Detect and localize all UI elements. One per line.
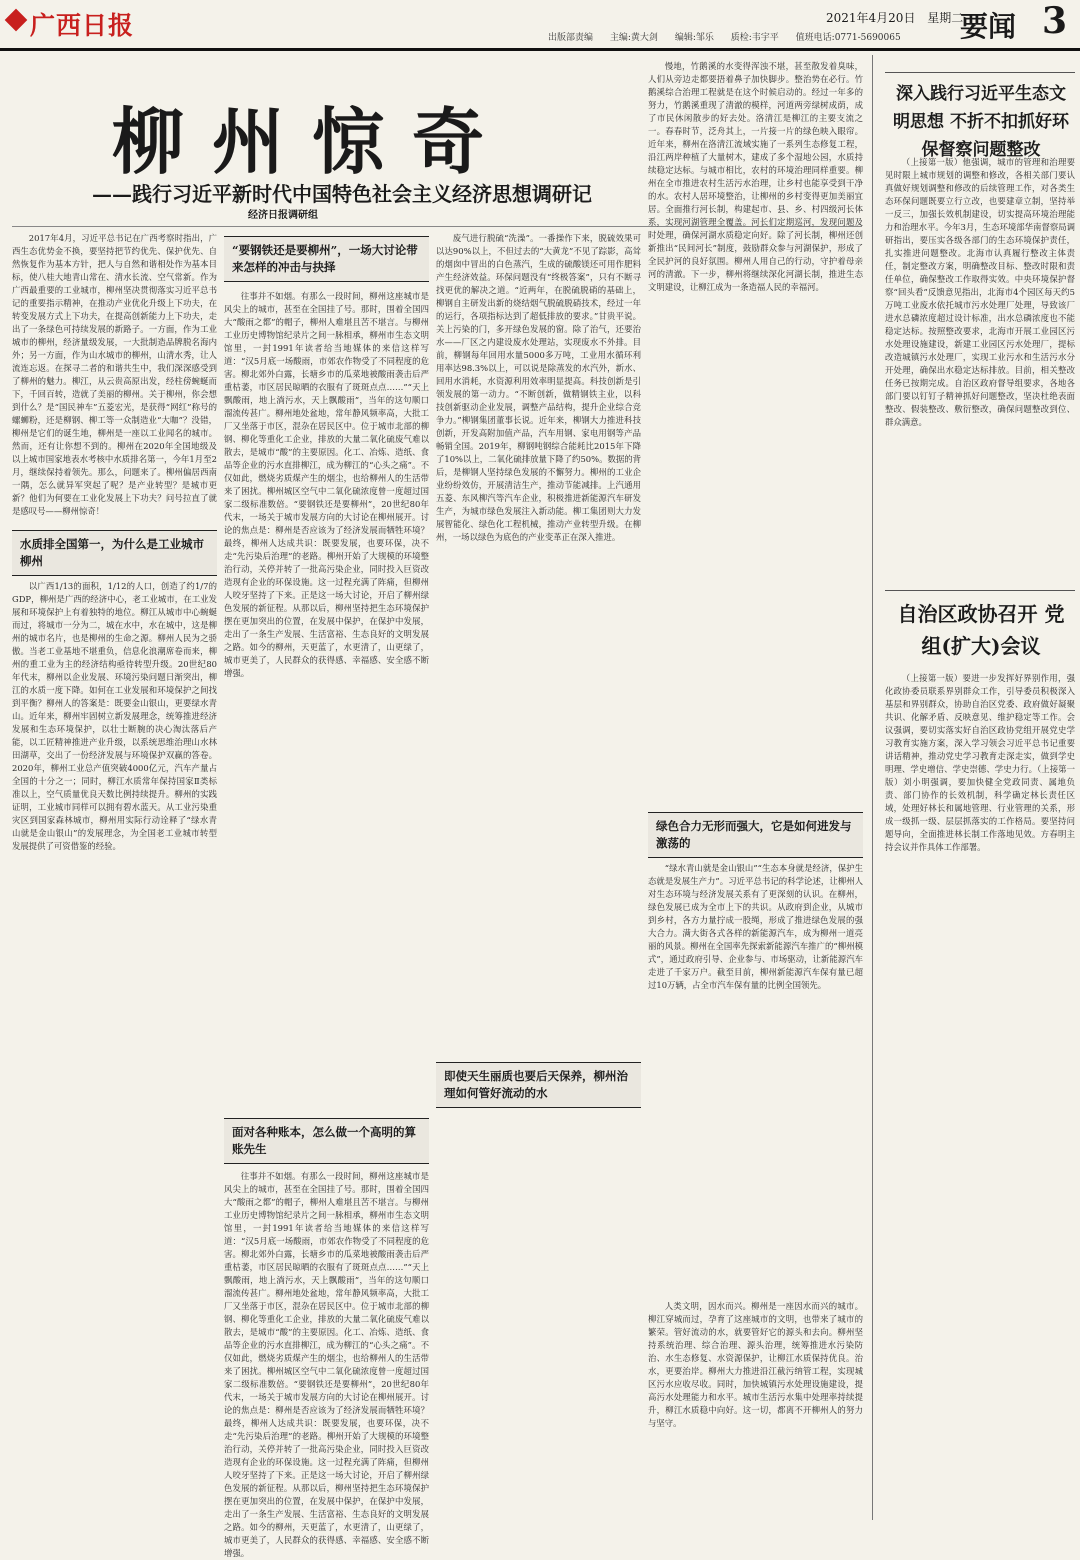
newspaper-logo: 广西日报 [30,11,135,40]
article-subhead: 绿色合力无形而强大，它是如何进发与激荡的 [648,812,863,858]
article-paragraph: 人类文明，因水而兴。柳州是一座因水而兴的城市。柳江穿城而过，孕育了这座城市的文明，也带来了城市的繁荣。管好流动的水，就要管好它的源头和去向。柳州坚持系统治理、综合治理、源头治理，统筹推进水污染防治、水生态修复、水资源保护，让柳江水质保持优良。治水，更要治岸。柳州大力推进沿江截污纳管工程，实现城区污水应收尽收。同时，加快城镇污水处理设施建设，提高污水处理能力和水平。城市生活污水集中处理率持续提升，柳江水质稳中向好。这一切，都离不开柳州人的努力与坚守。 [648,1301,863,1428]
info-item: 质检:韦宇平 [730,33,779,43]
sidebar-rule [885,72,1075,73]
article-column [436,232,641,1515]
article-column [12,580,217,1515]
article-column [648,60,863,805]
info-item: 值班电话:0771-5690065 [795,33,901,43]
article-paragraph: 以广西1/13的面积，1/12的人口，创造了约1/7的GDP，柳州是广西的经济中心，老工业城市，在工业发展和环境保护上有着独特的地位。柳江从城市中心蜿蜒而过，将城市一分为二，城在水中，水在城中，这是柳州的城市名片，也是柳州的生命之源。柳州人民为之骄傲。当老工业基地不堪重负，信息化浪潮席卷而来，柳州的重工业为主的经济结构亟待转型升级。20世纪80年代末，柳州以企业发展、环境污染问题日渐突出，柳江的水质一度下降。如何在工业发展和环境保护之间找到平衡？柳州人的答案是：既要金山银山，更要绿水青山。近年来，柳州牢固树立新发展理念，统筹推进经济发展和生态环境保护，以壮士断腕的决心淘汰落后产能，以工匠精神推进产业升级，以系统思维治理山水林田湖草，交出了一份经济发展与环境保护双赢的答卷。2020年，柳州工业总产值突破4000亿元，汽车产量占全国的十分之一；同时，柳江水质常年保持国家Ⅱ类标准以上，空气质量优良天数比例持续提升。柳州的实践证明，工业城市同样可以拥有碧水蓝天。从工业污染重灾区到国家森林城市，柳州用实际行动诠释了“绿水青山就是金山银山”的发展理念，为全国老工业城市转型发展提供了可资借鉴的经验。 [12,581,217,851]
masthead-info [548,30,915,43]
sidebar-paragraph: （上接第一版）他强调，城市的管理和治理要见时限上城市规划的调整和修改，各相关部门要认真做好规划调整和修改的后续管理工作，对各类生态环保问题既要立行立改，也要建章立制，坚持举一反三，加强长效机制建设，切实提高环境治理能力和治理水平。今年3月，生态环境部华南督察局调研指出，要压实各级各部门的生态环境保护责任，扎实推进问题整改。北海市认真履行整改主体责任，制定整改方案，明确整改目标、整改时限和责任单位，确保整改工作取得实效。中央环境保护督察“回头看”反馈意见指出，北海市4个园区每天约5万吨工业废水依托城市污水处理厂处理，导致该厂进水总磷浓度超过设计标准，出水总磷浓度也不能稳定达标。按照整改要求，北海市开展工业园区污水处理设施建设，新建工业园区污水处理厂，提标改造城镇污水处理厂，实现工业污水和生活污水分开处理，确保出水稳定达标排放。目前，相关整改任务已按期完成。自治区政府督导组要求，各地各部门要以钉钉子精神抓好问题整改，坚决杜绝表面整改、假装整改、敷衍整改，确保问题整改到位、群众满意。 [885,157,1075,427]
article-subtitle: ——践行习近平新时代中国特色社会主义经济思想调研记 [92,182,592,206]
article-byline: 经济日报调研组 [248,210,318,221]
weekday-text: 星期二 [927,11,964,25]
article-subhead: “要钢铁还是要柳州”，一场大讨论带来怎样的冲击与抉择 [224,236,429,282]
article-column [648,862,863,1292]
article-paragraph: 往事并不如烟。有那么一段时间，柳州这座城市是风尖上的城市，甚至在全国挂了号。那时，围着全国四大“酸雨之都”的帽子，柳州人难堪且苦不堪言。与柳州工业历史博物馆纪录片之间一脉相承，柳州市生态文明馆里，一封1991年读者给当地媒体的来信这样写道：“汉5月底一场酸雨，市郊农作物受了不同程度的危害。柳北郊外白露，长塘乡市的瓜菜地被酸雨袭击后严重枯萎，市区居民晾晒的衣服有了斑斑点点……”“天上飘酸雨，地上淌污水，天上飘酸雨”，当年的这句顺口溜流传甚广。柳州地处盆地，常年静风频率高，大批工厂又坐落于市区，混杂在居民区中。位于城市北部的柳钢、柳化等重化工企业，排放的大量二氧化硫废气难以散去，是城市“酸”的主要原因。化工、冶炼、造纸、食品等企业的污水直排柳江，成为柳江的“心头之痛”。不仅如此，燃烧劣质煤产生的烟尘，也给柳州人的生活带来了困扰。柳州城区空气中二氧化硫浓度曾一度超过国家二级标准数倍。“要钢铁还是要柳州”，20世纪80年代末，一场关于城市发展方向的大讨论在柳州展开。讨论的焦点是：柳州是否应该为了经济发展而牺牲环境？最终，柳州人达成共识：既要发展，也要环保，决不走“先污染后治理”的老路。柳州开始了大规模的环境整治行动，关停并转了一批高污染企业，同时投入巨资改造现有企业的环保设施。这一过程充满了阵痛，但柳州人咬牙坚持了下来。正是这一场大讨论，开启了柳州绿色发展的新征程。从那以后，柳州坚持把生态环境保护摆在更加突出的位置，在发展中保护，在保护中发展，走出了一条生产发展、生活富裕、生态良好的文明发展之路。如今的柳州，天更蓝了，水更清了，山更绿了，城市更美了，人民群众的获得感、幸福感、安全感不断增强。 [224,1171,429,1558]
article-column [12,232,217,522]
column-divider [872,55,873,1520]
sidebar-article-body [885,156,1075,581]
newspaper-logo-icon [5,9,28,32]
article-title: 柳州惊奇 [112,99,513,184]
date-text: 2021年4月20日 [826,11,916,25]
article-column [224,1170,429,1558]
article-subhead: 即使天生丽质也要后天保养，柳州治理如何管好流动的水 [436,1062,641,1108]
sidebar-rule [885,590,1075,591]
sidebar-paragraph: （上接第一版）要进一步发挥好界别作用，强化政协委员联系界别群众工作，引导委员积极深入基层和界别群众，协助自治区党委、政府做好凝聚共识、化解矛盾、反映意见、维护稳定等工作。会议强调，要切实落实好自治区政协党组开展党史学习教育实施方案，深入学习领会习近平总书记重要讲话精神，推动党史学习教育走深走实，做到学史明理、学史增信、学史崇德、学史力行。（上接第一版）刘小明强调，要加快健全党政同责、属地负责、部门协作的长效机制，科学确定林长责任区域，处理好林长和属地管理、行业管理的关系，形成一级抓一级、层层抓落实的工作格局。要坚持问题导向，全面推进林长制工作落地见效。方春明主持会议并作具体工作部署。 [885,673,1075,852]
section-name: 要闻 [960,10,1017,43]
page-number: 3 [1042,0,1068,42]
sidebar-article-title: 自治区政协召开 党组(扩大)会议 [897,602,1065,658]
article-column [224,290,429,1110]
article-paragraph: 慢地，竹鹅溪的水变得浑浊不堪，甚至散发着臭味，人们从旁边走都要捂着鼻子加快脚步。整治势在必行。竹鹅溪综合治理工程就是在这个时候启动的。经过一年多的努力，竹鹅溪重现了清澈的模样，河道两旁绿树成荫，成了市民休闲散步的好去处。洛清江是柳江的主要支流之一。春春时节，泛舟其上，一片接一片的绿色映入眼帘。近年来，柳州在洛清江流域实施了一系列生态修复工程，沿江两岸种植了大量树木，建成了多个湿地公园，水质持续稳定达标。与城市相比，农村的环境治理同样重要。柳州在全市推进农村生活污水治理，让乡村也能享受到干净的水。农村人居环境整治，让柳州的乡村变得更加美丽宜居。全面推行河长制，构建起市、县、乡、村四级河长体系，实现河湖管理全覆盖。河长们定期巡河，发现问题及时处理，确保河湖水质稳定向好。除了河长制，柳州还创新推出“民间河长”制度，鼓励群众参与河湖保护，形成了全民护河的良好氛围。柳州人用自己的行动，守护着母亲河的清澈。下一步，柳州将继续深化河湖长制，推进生态文明建设，让柳江成为一条造福人民的幸福河。 [648,61,863,292]
info-item: 编辑:邹乐 [674,33,714,43]
article-paragraph: 往事并不如烟。有那么一段时间，柳州这座城市是风尖上的城市，甚至在全国挂了号。那时，围着全国四大“酸雨之都”的帽子，柳州人难堪且苦不堪言。与柳州工业历史博物馆纪录片之间一脉相承，柳州市生态文明馆里，一封1991年读者给当地媒体的来信这样写道：“汉5月底一场酸雨，市郊农作物受了不同程度的危害。柳北郊外白露，长塘乡市的瓜菜地被酸雨袭击后严重枯萎，市区居民晾晒的衣服有了斑斑点点……”“天上飘酸雨，地上淌污水，天上飘酸雨”，当年的这句顺口溜流传甚广。柳州地处盆地，常年静风频率高，大批工厂又坐落于市区，混杂在居民区中。位于城市北部的柳钢、柳化等重化工企业，排放的大量二氧化硫废气难以散去，是城市“酸”的主要原因。化工、冶炼、造纸、食品等企业的污水直排柳江，成为柳江的“心头之痛”。不仅如此，燃烧劣质煤产生的烟尘，也给柳州人的生活带来了困扰。柳州城区空气中二氧化硫浓度曾一度超过国家二级标准数倍。“要钢铁还是要柳州”，20世纪80年代末，一场关于城市发展方向的大讨论在柳州展开。讨论的焦点是：柳州是否应该为了经济发展而牺牲环境？最终，柳州人达成共识：既要发展，也要环保，决不走“先污染后治理”的老路。柳州开始了大规模的环境整治行动，关停并转了一批高污染企业，同时投入巨资改造现有企业的环保设施。这一过程充满了阵痛，但柳州人咬牙坚持了下来。正是这一场大讨论，开启了柳州绿色发展的新征程。从那以后，柳州坚持把生态环境保护摆在更加突出的位置，在发展中保护，在保护中发展，走出了一条生产发展、生活富裕、生态良好的文明发展之路。如今的柳州，天更蓝了，水更清了，山更绿了，城市更美了，人民群众的获得感、幸福感、安全感不断增强。 [224,291,429,678]
article-paragraph: 废气进行脱硫“洗澡”。一番操作下来，脱硫效果可以达90%以上，不但过去的“大黄龙”不见了踪影，高耸的烟囱中冒出的白色蒸汽，生成的硫酸镁还可用作肥料产生经济效益。环保问题没有“终极答案”，只有不断寻找更优的解决之道。“近两年，在脱硫脱硝的基础上，柳钢自主研发出新的烧结烟气脱硫脱硝技术，经过一年的运行，各项指标达到了超低排放的要求。”甘贵平说。关上污染的门，多开绿色发展的窗。除了治气，还要治水——厂区之内建设废水处理站，实现废水不外排。目前，柳钢每年回用水量5000多万吨，工业用水循环利用率达98.3%以上，可以说是除蒸发的水汽外，新水、回用水消耗，水资源利用效率明显提高。科技创新是引领发展的第一动力。“不断创新，做精钢铁主业，以科技创新驱动企业发展，调整产品结构，提升企业综合竞争力。”柳钢集团董事长说。近年来，柳钢大力推进科技创新，开发高附加值产品，汽车用钢、家电用钢等产品畅销全国。2019年，柳钢吨钢综合能耗比2015年下降了10%以上，二氧化硫排放量下降了约50%。数据的背后，是柳钢人坚持绿色发展的不懈努力。柳州的工业企业纷纷效仿，开展清洁生产，推动节能减排。上汽通用五菱、东风柳汽等汽车企业，积极推进新能源汽车研发生产，为城市绿色发展注入新动能。柳工集团则大力发展智能化、绿色化工程机械，推动产业转型升级。在柳州，一场以绿色为底色的产业变革正在深入推进。 [436,233,641,542]
info-item: 出版部责编 [548,33,594,43]
masthead-rule [0,48,1080,51]
issue-date [826,9,971,26]
article-subhead: 面对各种账本，怎么做一个高明的算账先生 [224,1118,429,1164]
article-paragraph: “绿水青山就是金山银山”“生态本身就是经济，保护生态就是发展生产力”。习近平总书记的科学论述，让柳州人对生态环境与经济发展关系有了更深刻的认识。在柳州，绿色发展已成为全市上下的共识。从政府到企业，从城市到乡村，各方力量拧成一股绳，形成了推进绿色发展的强大合力。满大街各式各样的新能源汽车，成为柳州一道亮丽的风景。柳州在全国率先探索新能源汽车推广的“柳州模式”，通过政府引导、企业参与、市场驱动，让新能源汽车走进了千家万户。截至目前，柳州新能源汽车保有量已超过10万辆，占全市汽车保有量的比例全国领先。 [648,863,863,990]
info-item: 主编:黄大剑 [609,33,658,43]
article-paragraph: 2017年4月，习近平总书记在广西考察时指出，广西生态优势金不换，要坚持把节约优先、保护优先、自然恢复作为基本方针，把人与自然和谐相处作为基本目标，使八桂大地青山常在、清水长流、空气常新。作为广西最重要的工业城市，柳州坚决贯彻落实习近平总书记的重要指示精神，在推动产业优化升级上下功夫，在转变发展方式上下功夫，在提高创新能力上下功夫，走出了一条绿色可持续发展的新路子。一方面，作为工业城市的柳州，经济量级发展，一大批制造品牌脱名海内外；另一方面，作为山水城市的柳州，山清水秀，让人流连忘返。在探寻二者的和谐共生中，我们深深感受到了柳州的魅力。柳江，从云贵高原出发，经柱傍蜿蜒而下，千回百转，造就了美丽的柳州。关于柳州，你会想到什么？是“国民神车”五菱宏光，是获得“网红”称号的螺蛳粉，还是柳钢、柳工等一众制造业“大咖”？没错，柳州是它们的诞生地，柳州是一座以工业闻名的城市。然而，还有让你想不到的。柳州在2020年全国地级及以上城市国家地表水考核中水质排名第一，今年1月至2月，继续保持着领先。那么，问题来了。柳州偏居西南一隅，怎么就异军突起了呢？是产业转型？是城市更新？他们为何要在工业化发展上下功夫？问号拉直了就是感叹号——柳州惊奇！ [12,233,217,516]
article-column [648,1300,863,1515]
article-subhead: 水质排全国第一，为什么是工业城市柳州 [12,530,217,576]
sidebar-article-title: 深入践行习近平生态文明思想 不折不扣抓好环保督察问题整改 [893,84,1069,160]
sidebar-article-body [885,672,1075,1515]
